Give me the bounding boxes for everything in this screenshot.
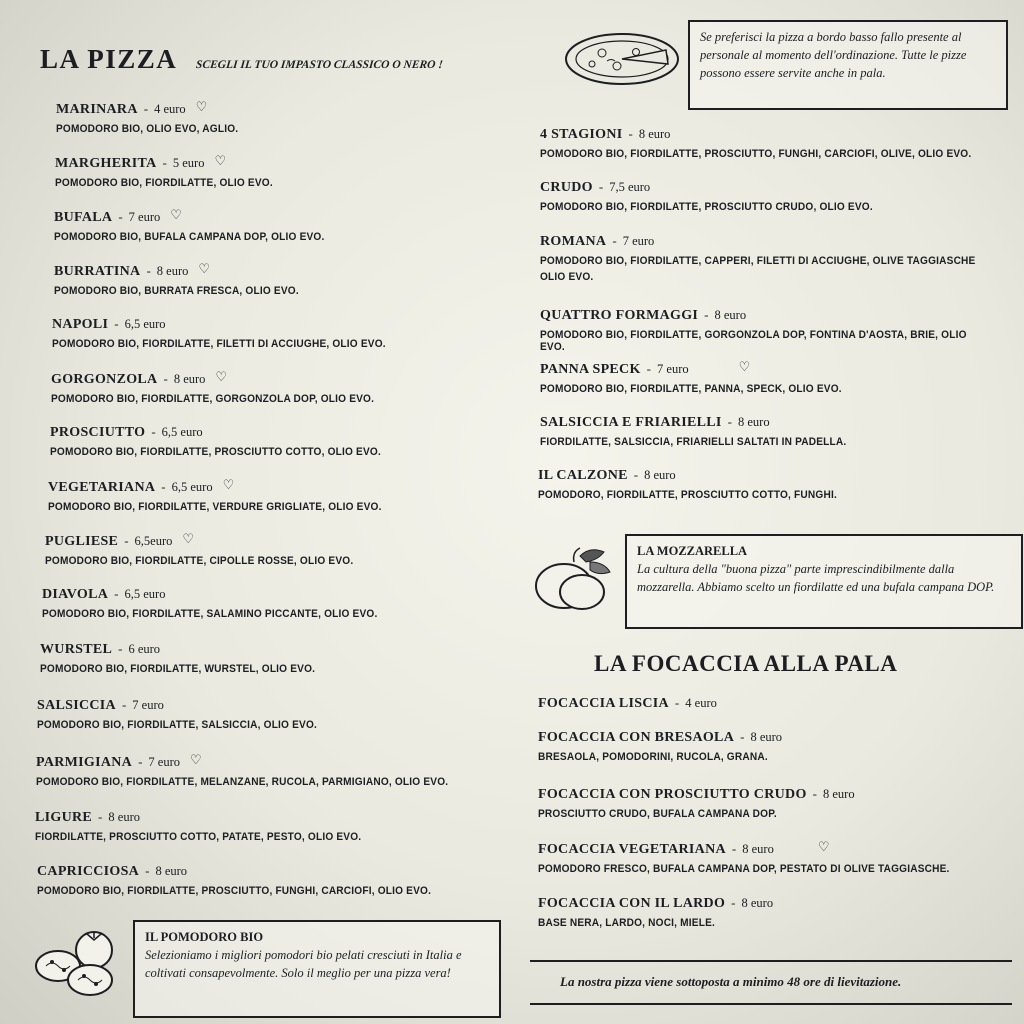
heart-icon: ♡: [222, 477, 235, 492]
mozzarella-title: LA MOZZARELLA: [637, 544, 748, 558]
price-separator: -: [812, 786, 817, 801]
menu-item: [45, 531, 380, 567]
menu-item-description: POMODORO BIO, FIORDILATTE, VERDURE GRIGLIATE, OLIO EVO.: [48, 501, 382, 513]
menu-item-description: POMODORO BIO, FIORDILATTE, PROSCIUTTO COTTO, OLIO EVO.: [50, 446, 381, 458]
menu-item-header: [55, 153, 292, 172]
menu-item-name: CRUDO: [540, 180, 593, 195]
menu-item-header: [50, 423, 410, 441]
menu-item-price: 8 euro: [714, 308, 747, 322]
menu-item-description: POMODORO BIO, FIORDILATTE, GORGONZOLA DOP, FONTINA D'AOSTA, BRIE, OLIO EVO.: [540, 329, 967, 353]
footer-rule-bottom: [530, 1003, 1012, 1005]
menu-item-name: FOCACCIA CON IL LARDO: [538, 896, 726, 911]
menu-item-price: 6,5 euro: [124, 317, 166, 331]
menu-item-header: [37, 696, 341, 714]
menu-item: [540, 306, 1024, 353]
heart-icon: ♡: [190, 752, 202, 767]
price-separator: -: [98, 809, 103, 824]
menu-item-header: [538, 839, 985, 858]
menu-item: [37, 696, 341, 731]
menu-item-name: PROSCIUTTO: [50, 425, 146, 440]
tomato-illustration: [32, 926, 128, 1002]
menu-item-name: SALSICCIA E FRIARIELLI: [540, 415, 722, 430]
menu-item: [36, 752, 484, 788]
price-separator: -: [612, 233, 617, 248]
menu-item-header: [51, 369, 402, 388]
menu-item-header: [540, 359, 868, 378]
menu-item-price: 7 euro: [622, 234, 655, 248]
notice-box: [688, 20, 1008, 110]
price-separator: -: [163, 371, 168, 386]
price-separator: -: [628, 126, 633, 141]
heart-icon: ♡: [170, 207, 182, 222]
menu-item-description: POMODORO BIO, FIORDILATTE, WURSTEL, OLIO EVO.: [40, 663, 316, 675]
price-separator: -: [704, 307, 709, 322]
menu-item-name: ROMANA: [540, 234, 607, 249]
notice-text: Se preferisci la pizza a bordo basso fallo presente al personale al momento dell'ordinazione. Tutte le pizze possono essere servite anche in pala.: [700, 30, 967, 81]
menu-item-description: POMODORO BIO, FIORDILATTE, SALSICCIA, OLIO EVO.: [37, 719, 318, 731]
heart-icon: ♡: [817, 839, 830, 854]
menu-item-header: [540, 306, 1024, 324]
menu-item-description: POMODORO BIO, FIORDILATTE, MELANZANE, RUCOLA, PARMIGIANO, OLIO EVO.: [36, 776, 449, 788]
pomodoro-text: Selezioniamo i migliori pomodori bio pelati cresciuti in Italia e coltivati consapevolmente. Solo il meglio per una pizza vera!: [145, 948, 462, 981]
menu-item: [51, 369, 402, 405]
menu-item-name: IL CALZONE: [538, 468, 628, 483]
menu-item: [56, 99, 254, 135]
menu-item-description: POMODORO FRESCO, BUFALA CAMPANA DOP, PESTATO DI OLIVE TAGGIASCHE.: [538, 863, 950, 875]
menu-item-description: POMODORO BIO, FIORDILATTE, PROSCIUTTO CRUDO, OLIO EVO.: [540, 201, 873, 213]
menu-item-description: POMODORO BIO, BUFALA CAMPANA DOP, OLIO EVO.: [54, 231, 325, 243]
menu-item-description: POMODORO BIO, FIORDILATTE, PROSCIUTTO, FUNGHI, CARCIOFI, OLIO EVO.: [37, 885, 432, 897]
heart-icon: ♡: [215, 369, 228, 384]
price-separator: -: [124, 533, 129, 548]
menu-item: [37, 862, 465, 897]
mozzarella-box: [625, 534, 1023, 629]
menu-item-description: BRESAOLA, POMODORINI, RUCOLA, GRANA.: [538, 751, 768, 763]
pomodoro-box: [133, 920, 501, 1018]
price-separator: -: [731, 895, 736, 910]
menu-item-header: [35, 808, 390, 826]
price-separator: -: [114, 316, 119, 331]
price-separator: -: [598, 179, 604, 194]
menu-item-description: POMODORO BIO, FIORDILATTE, PROSCIUTTO, FUNGHI, CARCIOFI, OLIVE, OLIO EVO.: [540, 148, 972, 160]
footer-rule-top: [530, 960, 1012, 962]
price-separator: -: [646, 361, 652, 376]
menu-item: [50, 423, 410, 458]
menu-item-name: VEGETARIANA: [48, 480, 156, 495]
price-separator: -: [114, 586, 119, 601]
menu-item: [48, 477, 411, 513]
menu-item-price: 8 euro: [638, 127, 671, 141]
menu-item: [538, 785, 855, 820]
menu-item-price: 7 euro: [657, 362, 689, 376]
menu-item-header: [538, 728, 788, 746]
menu-item: [55, 153, 292, 189]
menu-item-price: 7 euro: [148, 755, 181, 769]
menu-item-price: 8 euro: [750, 730, 783, 744]
menu-item-price: 8 euro: [156, 264, 189, 278]
menu-item-header: [540, 232, 1013, 250]
menu-item-name: PARMIGIANA: [36, 755, 133, 770]
menu-item: [538, 466, 863, 501]
menu-item-price: 8 euro: [155, 864, 188, 878]
menu-item-header: [48, 477, 411, 496]
menu-item-header: [45, 531, 380, 550]
menu-item-header: [42, 585, 407, 603]
menu-item-header: [40, 640, 339, 658]
menu-item-price: 4 euro: [154, 102, 186, 116]
price-separator: -: [162, 155, 167, 170]
page-title: LA PIZZA: [40, 44, 178, 74]
price-separator: -: [138, 754, 143, 769]
price-separator: -: [118, 209, 123, 224]
menu-item-name: FOCACCIA VEGETARIANA: [538, 842, 726, 857]
menu-item-header: [54, 207, 348, 226]
menu-item-name: PANNA SPECK: [540, 362, 641, 377]
focaccia-title: LA FOCACCIA ALLA PALA: [594, 651, 898, 676]
mozzarella-illustration: [530, 540, 616, 616]
menu-item-name: NAPOLI: [52, 317, 109, 332]
menu-item-name: BURRATINA: [54, 264, 141, 279]
menu-item-price: 6,5 euro: [161, 425, 203, 439]
price-separator: -: [118, 641, 123, 656]
menu-item: [35, 808, 390, 843]
menu-item-description: POMODORO BIO, FIORDILATTE, FILETTI DI ACCIUGHE, OLIO EVO.: [52, 338, 386, 350]
menu-item: [540, 413, 873, 448]
price-separator: -: [731, 841, 737, 856]
menu-item-name: MARGHERITA: [55, 156, 157, 171]
menu-item: [540, 125, 1009, 160]
price-separator: -: [161, 479, 166, 494]
page-subtitle: SCEGLI IL TUO IMPASTO CLASSICO O NERO !: [195, 59, 444, 71]
pomodoro-title: IL POMODORO BIO: [145, 930, 264, 944]
price-separator: -: [143, 101, 149, 116]
menu-item-description: POMODORO BIO, FIORDILATTE, CAPPERI, FILETTI DI ACCIUGHE, OLIVE TAGGIASCHE: [540, 255, 976, 267]
menu-item-header: [538, 466, 863, 484]
menu-item-price: 8 euro: [108, 810, 140, 824]
menu-item-name: QUATTRO FORMAGGI: [540, 308, 699, 323]
menu-item-description: POMODORO BIO, FIORDILATTE, GORGONZOLA DOP, OLIO EVO.: [51, 393, 375, 405]
menu-item-name: PUGLIESE: [45, 534, 119, 549]
menu-item-header: [538, 785, 855, 803]
menu-item-name: 4 STAGIONI: [540, 127, 623, 142]
menu-item: [540, 232, 1013, 283]
menu-item-header: [36, 752, 484, 771]
footer-note: La nostra pizza viene sottoposta a minimo 48 ore di lievitazione.: [560, 974, 902, 989]
menu-item-header: [540, 178, 902, 196]
menu-item-price: 7 euro: [132, 698, 164, 712]
pizza-illustration: [562, 28, 684, 90]
menu-item-name: FOCACCIA LISCIA: [538, 696, 669, 711]
menu-item: [538, 694, 717, 712]
price-separator: -: [151, 424, 156, 439]
menu-item-description: POMODORO BIO, BURRATA FRESCA, OLIO EVO.: [54, 285, 299, 297]
heart-icon: ♡: [195, 99, 208, 114]
menu-item-name: LIGURE: [35, 810, 93, 825]
menu-item: [52, 315, 415, 350]
menu-item-header: [54, 261, 320, 280]
menu-item: [40, 640, 339, 675]
menu-item-description: FIORDILATTE, SALSICCIA, FRIARIELLI SALTATI IN PADELLA.: [540, 436, 847, 448]
menu-item-name: BUFALA: [54, 210, 113, 225]
menu-item-header: [540, 413, 873, 431]
menu-item-description: POMODORO, FIORDILATTE, PROSCIUTTO COTTO, FUNGHI.: [538, 489, 837, 501]
mozzarella-text: La cultura della "buona pizza" parte imprescindibilmente dalla mozzarella. Abbiamo scelto un fiordilatte ed una bufala campana DOP.: [637, 562, 995, 595]
heart-icon: ♡: [198, 261, 211, 276]
menu-item-description: FIORDILATTE, PROSCIUTTO COTTO, PATATE, PESTO, OLIO EVO.: [35, 831, 362, 843]
price-separator: -: [146, 263, 151, 278]
menu-item: [540, 359, 868, 395]
menu-item: [538, 728, 788, 763]
menu-item-header: [52, 315, 415, 333]
menu-item-header: [538, 894, 773, 912]
menu-item-name: MARINARA: [56, 102, 138, 117]
price-separator: -: [121, 697, 127, 712]
menu-item-price: 8 euro: [822, 787, 855, 801]
price-separator: -: [674, 695, 680, 710]
menu-item: [538, 839, 985, 875]
menu-item-name: WURSTEL: [40, 642, 113, 657]
menu-item-price: 8 euro: [742, 842, 774, 856]
menu-item-name: FOCACCIA CON BRESAOLA: [538, 730, 735, 745]
menu-item-description: POMODORO BIO, OLIO EVO, AGLIO.: [56, 123, 239, 135]
menu-item-description-cont: OLIO EVO.: [540, 271, 594, 283]
heart-icon: ♡: [738, 359, 751, 374]
price-separator: -: [740, 729, 745, 744]
menu-item-price: 6,5 euro: [171, 480, 213, 494]
menu-item: [538, 894, 773, 929]
price-separator: -: [145, 863, 150, 878]
menu-item-price: 5 euro: [172, 156, 205, 170]
menu-item-description: POMODORO BIO, FIORDILATTE, SALAMINO PICCANTE, OLIO EVO.: [42, 608, 378, 620]
menu-item-name: FOCACCIA CON PROSCIUTTO CRUDO: [538, 787, 807, 802]
menu-item-price: 6,5 euro: [124, 587, 166, 601]
menu-item-name: SALSICCIA: [37, 698, 116, 713]
menu-item-price: 8 euro: [173, 372, 206, 386]
menu-item-price: 8 euro: [741, 896, 774, 910]
menu-item-description: PROSCIUTTO CRUDO, BUFALA CAMPANA DOP.: [538, 808, 777, 820]
menu-item-description: BASE NERA, LARDO, NOCI, MIELE.: [538, 917, 716, 929]
menu-item-description: POMODORO BIO, FIORDILATTE, CIPOLLE ROSSE, OLIO EVO.: [45, 555, 354, 567]
price-separator: -: [727, 414, 732, 429]
menu-item-header: [56, 99, 254, 118]
menu-item-price: 8 euro: [738, 415, 770, 429]
menu-item-price: 4 euro: [685, 696, 717, 710]
heart-icon: ♡: [182, 531, 195, 546]
menu-item: [54, 261, 320, 297]
menu-item-price: 8 euro: [644, 468, 676, 482]
menu-item-name: DIAVOLA: [42, 587, 109, 602]
menu-item-description: POMODORO BIO, FIORDILATTE, OLIO EVO.: [55, 177, 273, 189]
menu-item-header: [540, 125, 1009, 143]
menu-item-name: CAPRICCIOSA: [37, 864, 140, 879]
menu-item: [540, 178, 902, 213]
menu-item: [42, 585, 407, 620]
menu-item-price: 7 euro: [128, 210, 161, 224]
price-separator: -: [633, 467, 639, 482]
menu-item-price: 6,5euro: [134, 534, 173, 548]
menu-item-name: GORGONZOLA: [51, 372, 158, 387]
menu-item-price: 6 euro: [128, 642, 161, 656]
menu-item: [54, 207, 348, 243]
menu-item-header: [37, 862, 465, 880]
menu-item-description: POMODORO BIO, FIORDILATTE, PANNA, SPECK, OLIO EVO.: [540, 383, 842, 395]
menu-item-header: [538, 694, 717, 712]
heart-icon: ♡: [214, 153, 227, 168]
menu-item-price: 7,5 euro: [609, 180, 651, 194]
